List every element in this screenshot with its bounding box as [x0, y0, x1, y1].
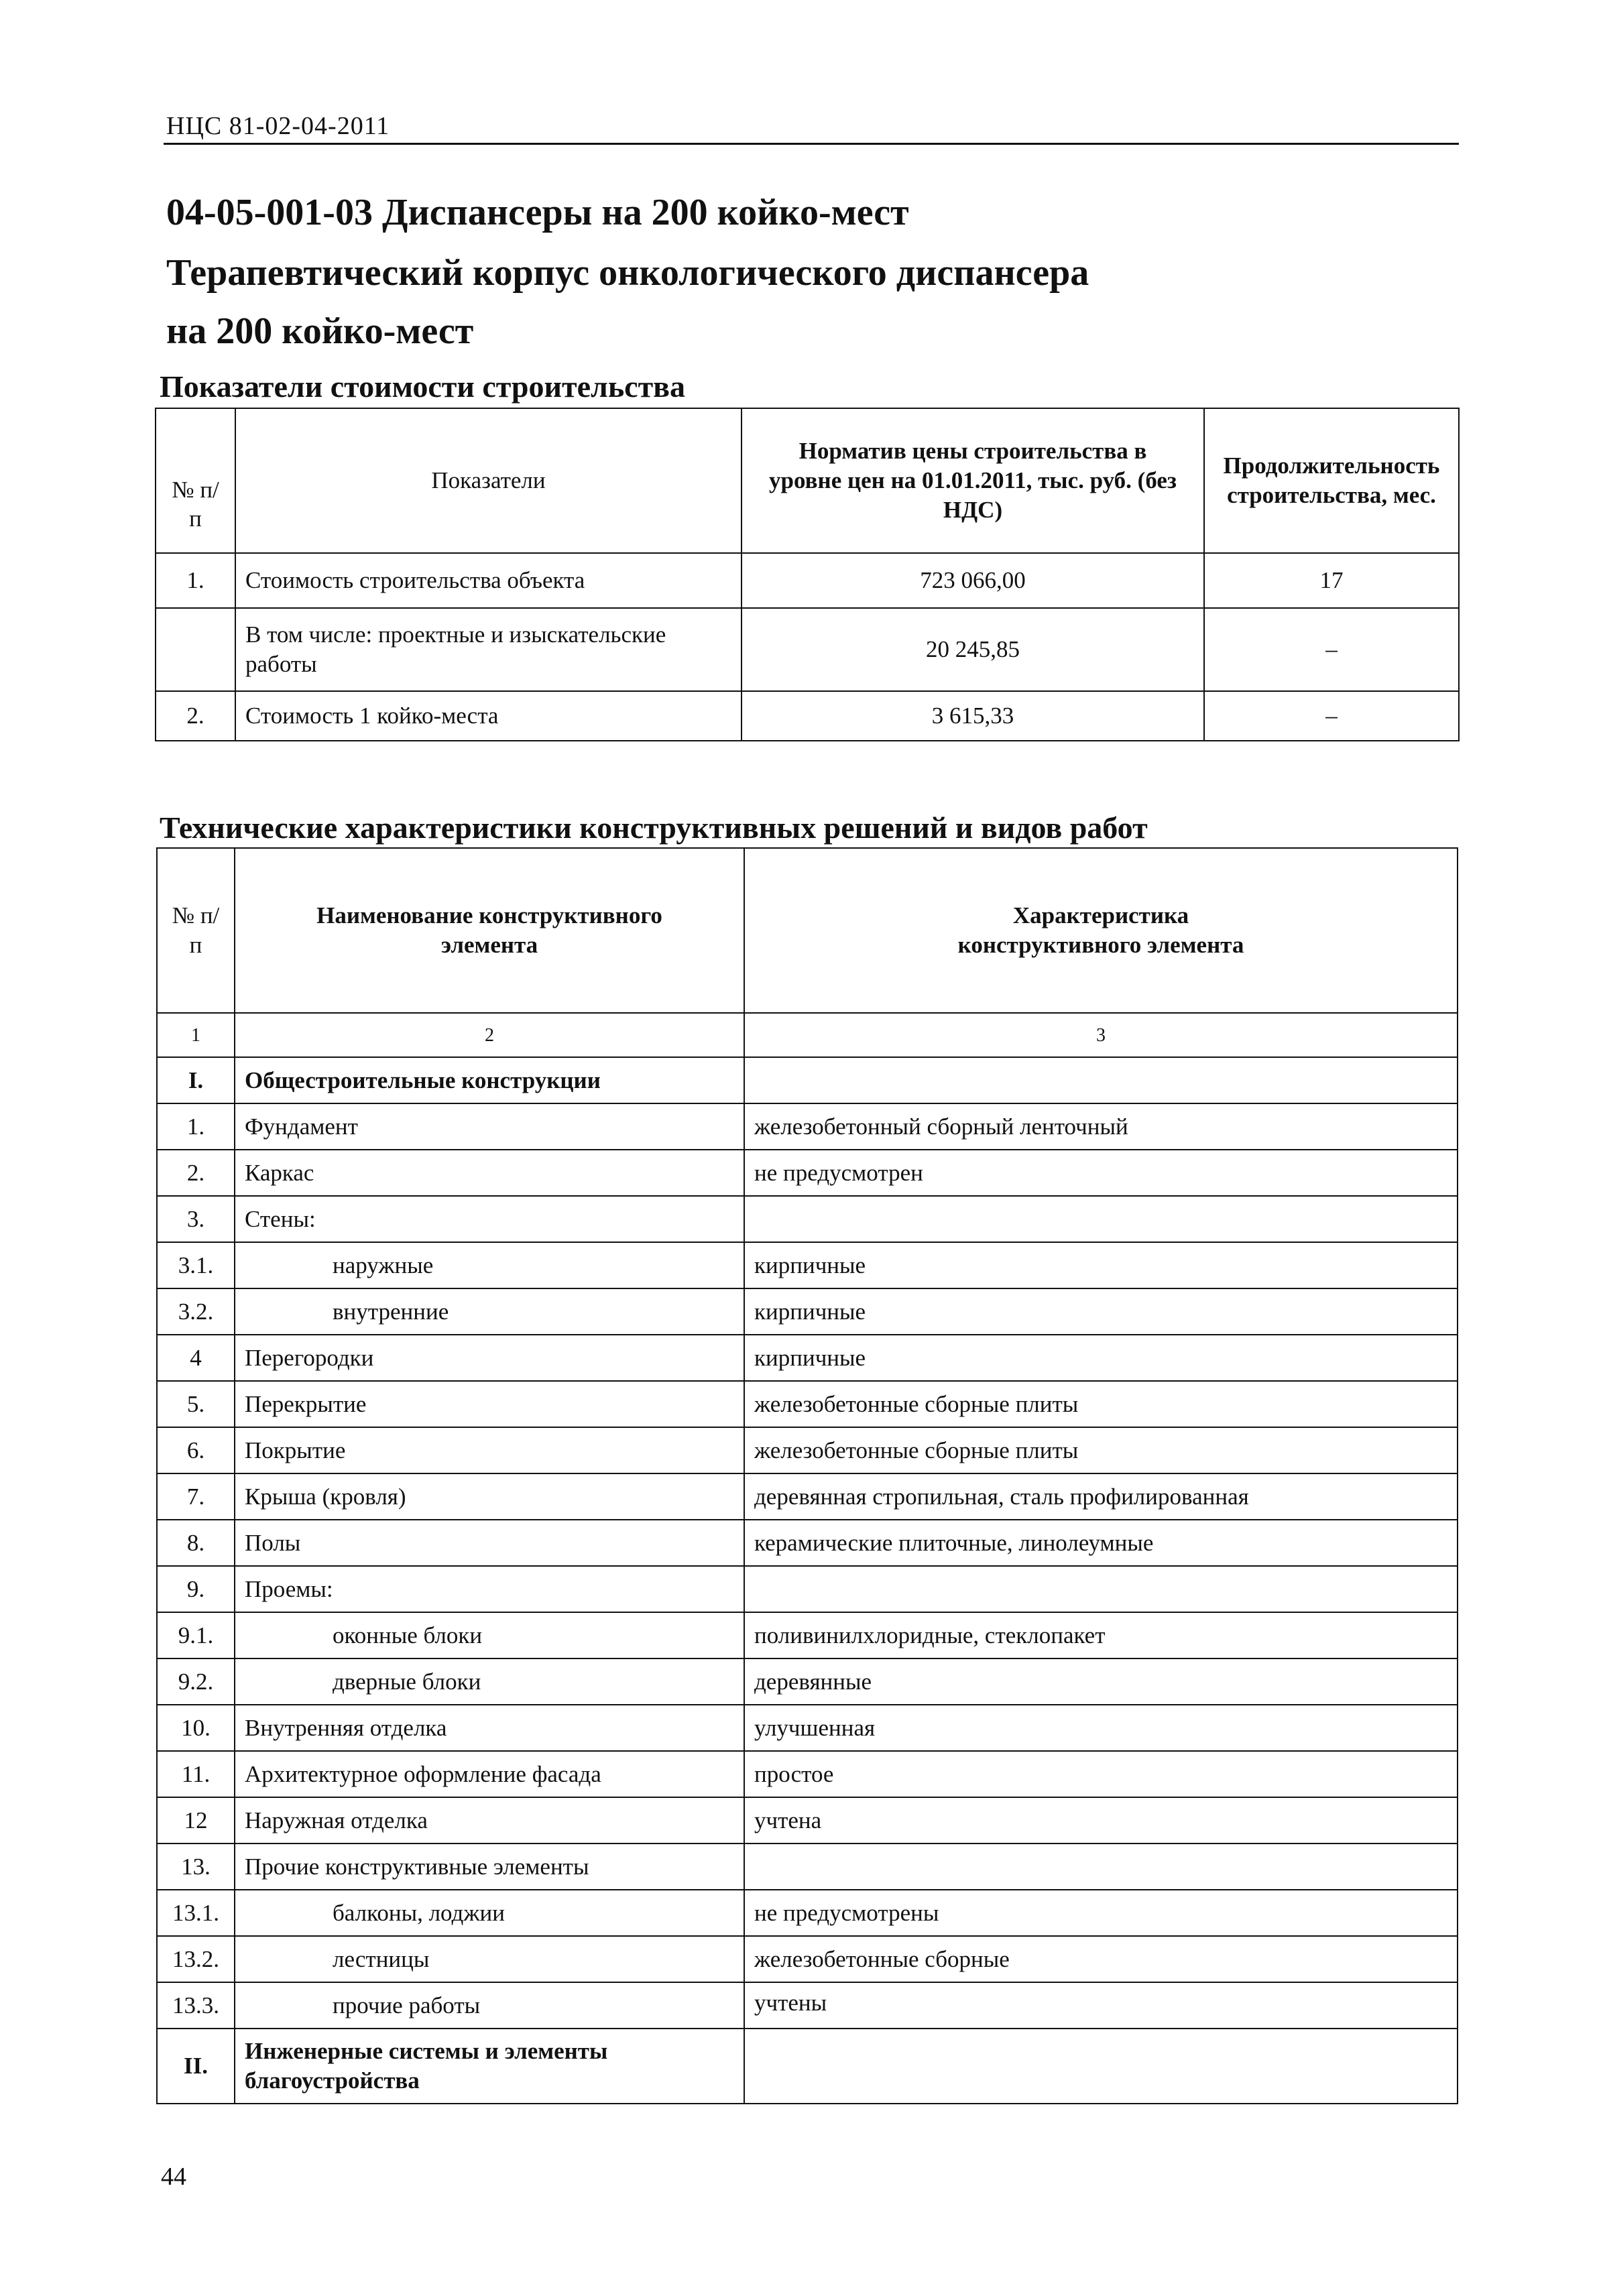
- tech-row-name: Перекрытие: [235, 1381, 744, 1427]
- tech-row-value: керамические плиточные, линолеумные: [744, 1520, 1458, 1566]
- tech-row-num: 9.1.: [157, 1612, 235, 1658]
- cost-row-price: 20 245,85: [742, 608, 1204, 691]
- tech-row-num: 2.: [157, 1150, 235, 1196]
- tech-row: [157, 1196, 1458, 1242]
- cost-table: [155, 408, 1460, 741]
- cost-row: [156, 691, 1459, 741]
- tech-row: [157, 1658, 1458, 1705]
- tech-row-num: 4: [157, 1335, 235, 1381]
- tech-row: [157, 1890, 1458, 1936]
- tech-row-value: учтены: [744, 1982, 1458, 2029]
- cost-table-header-row: [156, 408, 1459, 553]
- tech-row-value: [744, 1844, 1458, 1890]
- tech-row-num: 12: [157, 1797, 235, 1844]
- tech-row: [157, 1936, 1458, 1982]
- cost-row-indicator: Стоимость 1 койко-места: [235, 691, 742, 741]
- cost-header-indicator: Показатели: [235, 408, 742, 553]
- tech-row-name: оконные блоки: [235, 1612, 744, 1658]
- tech-row-value: железобетонные сборные плиты: [744, 1381, 1458, 1427]
- tech-row-num: 3.1.: [157, 1242, 235, 1288]
- tech-row-name: Инженерные системы и элементы благоустройства: [235, 2029, 744, 2104]
- document-code: НЦС 81-02-04-2011: [166, 112, 390, 140]
- tech-table-header-row: [157, 848, 1458, 1013]
- tech-row-num: II.: [157, 2029, 235, 2104]
- tech-row-name: Перегородки: [235, 1335, 744, 1381]
- tech-row: [157, 1705, 1458, 1751]
- tech-row-num: 6.: [157, 1427, 235, 1473]
- tech-row-num: 3.: [157, 1196, 235, 1242]
- tech-row-num: 7.: [157, 1473, 235, 1520]
- tech-row-name: внутренние: [235, 1288, 744, 1335]
- tech-row: [157, 1103, 1458, 1150]
- tech-row: [157, 1381, 1458, 1427]
- tech-row: [157, 1427, 1458, 1473]
- tech-row-name: Внутренняя отделка: [235, 1705, 744, 1751]
- column-number: 3: [744, 1013, 1458, 1057]
- tech-row-name: лестницы: [235, 1936, 744, 1982]
- tech-row-value: железобетонный сборный ленточный: [744, 1103, 1458, 1150]
- tech-row-num: I.: [157, 1057, 235, 1103]
- tech-row-value: кирпичные: [744, 1288, 1458, 1335]
- tech-row-value: кирпичные: [744, 1335, 1458, 1381]
- cost-header-num: № п/п: [156, 408, 235, 553]
- cost-row-indicator: Стоимость строительства объекта: [235, 553, 742, 608]
- tech-row-value: не предусмотрены: [744, 1890, 1458, 1936]
- tech-row-name: Крыша (кровля): [235, 1473, 744, 1520]
- cost-row-indicator: В том числе: проектные и изыскательские работы: [235, 608, 742, 691]
- tech-row-value: деревянные: [744, 1658, 1458, 1705]
- tech-row-value: поливинилхлоридные, стеклопакет: [744, 1612, 1458, 1658]
- tech-row: [157, 1520, 1458, 1566]
- tech-row-value: не предусмотрен: [744, 1150, 1458, 1196]
- tech-row: [157, 1566, 1458, 1612]
- tech-row-name: прочие работы: [235, 1982, 744, 2029]
- cost-row-num: 1.: [156, 553, 235, 608]
- tech-header-characteristic: Характеристика конструктивного элемента: [744, 848, 1458, 1013]
- tech-row-name: Прочие конструктивные элементы: [235, 1844, 744, 1890]
- column-number: 2: [235, 1013, 744, 1057]
- cost-row-num: 2.: [156, 691, 235, 741]
- document-title-line-2: Терапевтический корпус онкологического диспансера: [166, 252, 1089, 294]
- tech-row-num: 13.: [157, 1844, 235, 1890]
- tech-row-value: учтена: [744, 1797, 1458, 1844]
- tech-row: [157, 1057, 1458, 1103]
- cost-row: [156, 553, 1459, 608]
- cost-header-duration: Продолжительность строительства, мес.: [1204, 408, 1459, 553]
- tech-header-num: № п/п: [157, 848, 235, 1013]
- tech-row-num: 5.: [157, 1381, 235, 1427]
- cost-row-duration: –: [1204, 608, 1459, 691]
- tech-row-value: [744, 1566, 1458, 1612]
- tech-row-num: 13.3.: [157, 1982, 235, 2029]
- tech-row-name: Наружная отделка: [235, 1797, 744, 1844]
- tech-row: [157, 1797, 1458, 1844]
- tech-row-num: 11.: [157, 1751, 235, 1797]
- tech-row-name: Архитектурное оформление фасада: [235, 1751, 744, 1797]
- tech-row-name: Каркас: [235, 1150, 744, 1196]
- cost-row: [156, 608, 1459, 691]
- tech-row-name: Покрытие: [235, 1427, 744, 1473]
- tech-column-numbers-row: [157, 1013, 1458, 1057]
- tech-row: [157, 1751, 1458, 1797]
- tech-row-name: Проемы:: [235, 1566, 744, 1612]
- tech-row-value: [744, 1057, 1458, 1103]
- tech-row: [157, 2029, 1458, 2104]
- tech-row: [157, 1612, 1458, 1658]
- column-number: 1: [157, 1013, 235, 1057]
- tech-row-name: наружные: [235, 1242, 744, 1288]
- tech-row: [157, 1982, 1458, 2029]
- cost-row-num: [156, 608, 235, 691]
- cost-row-duration: 17: [1204, 553, 1459, 608]
- tech-row: [157, 1242, 1458, 1288]
- header-divider: [164, 143, 1459, 145]
- tech-row: [157, 1844, 1458, 1890]
- document-title-line-3: на 200 койко-мест: [166, 310, 474, 352]
- tech-row-num: 9.2.: [157, 1658, 235, 1705]
- tech-row-value: простое: [744, 1751, 1458, 1797]
- cost-row-price: 723 066,00: [742, 553, 1204, 608]
- cost-section-title: Показатели стоимости строительства: [160, 369, 686, 404]
- tech-row-num: 8.: [157, 1520, 235, 1566]
- tech-header-name: Наименование конструктивного элемента: [235, 848, 744, 1013]
- tech-row-name: Полы: [235, 1520, 744, 1566]
- tech-row-num: 10.: [157, 1705, 235, 1751]
- tech-row-name: дверные блоки: [235, 1658, 744, 1705]
- tech-row-num: 9.: [157, 1566, 235, 1612]
- tech-row-num: 13.2.: [157, 1936, 235, 1982]
- tech-row-name: Фундамент: [235, 1103, 744, 1150]
- tech-row: [157, 1473, 1458, 1520]
- tech-row-value: деревянная стропильная, сталь профилированная: [744, 1473, 1458, 1520]
- tech-row: [157, 1288, 1458, 1335]
- tech-row: [157, 1150, 1458, 1196]
- page-number: 44: [161, 2163, 186, 2191]
- tech-row: [157, 1335, 1458, 1381]
- tech-row-num: 13.1.: [157, 1890, 235, 1936]
- tech-row-name: Общестроительные конструкции: [235, 1057, 744, 1103]
- tech-row-value: улучшенная: [744, 1705, 1458, 1751]
- document-title-line-1: 04-05-001-03 Диспансеры на 200 койко-мест: [166, 192, 909, 233]
- tech-table: [156, 847, 1458, 2104]
- cost-header-price: Норматив цены строительства в уровне цен на 01.01.2011, тыс. руб. (без НДС): [742, 408, 1204, 553]
- tech-row-value: железобетонные сборные плиты: [744, 1427, 1458, 1473]
- tech-section-title: Технические характеристики конструктивных решений и видов работ: [160, 810, 1148, 845]
- cost-row-duration: –: [1204, 691, 1459, 741]
- tech-row-value: железобетонные сборные: [744, 1936, 1458, 1982]
- tech-row-value: [744, 1196, 1458, 1242]
- cost-row-price: 3 615,33: [742, 691, 1204, 741]
- tech-row-name: балконы, лоджии: [235, 1890, 744, 1936]
- tech-row-name: Стены:: [235, 1196, 744, 1242]
- tech-row-num: 1.: [157, 1103, 235, 1150]
- tech-row-value: кирпичные: [744, 1242, 1458, 1288]
- tech-row-num: 3.2.: [157, 1288, 235, 1335]
- tech-row-value: [744, 2029, 1458, 2104]
